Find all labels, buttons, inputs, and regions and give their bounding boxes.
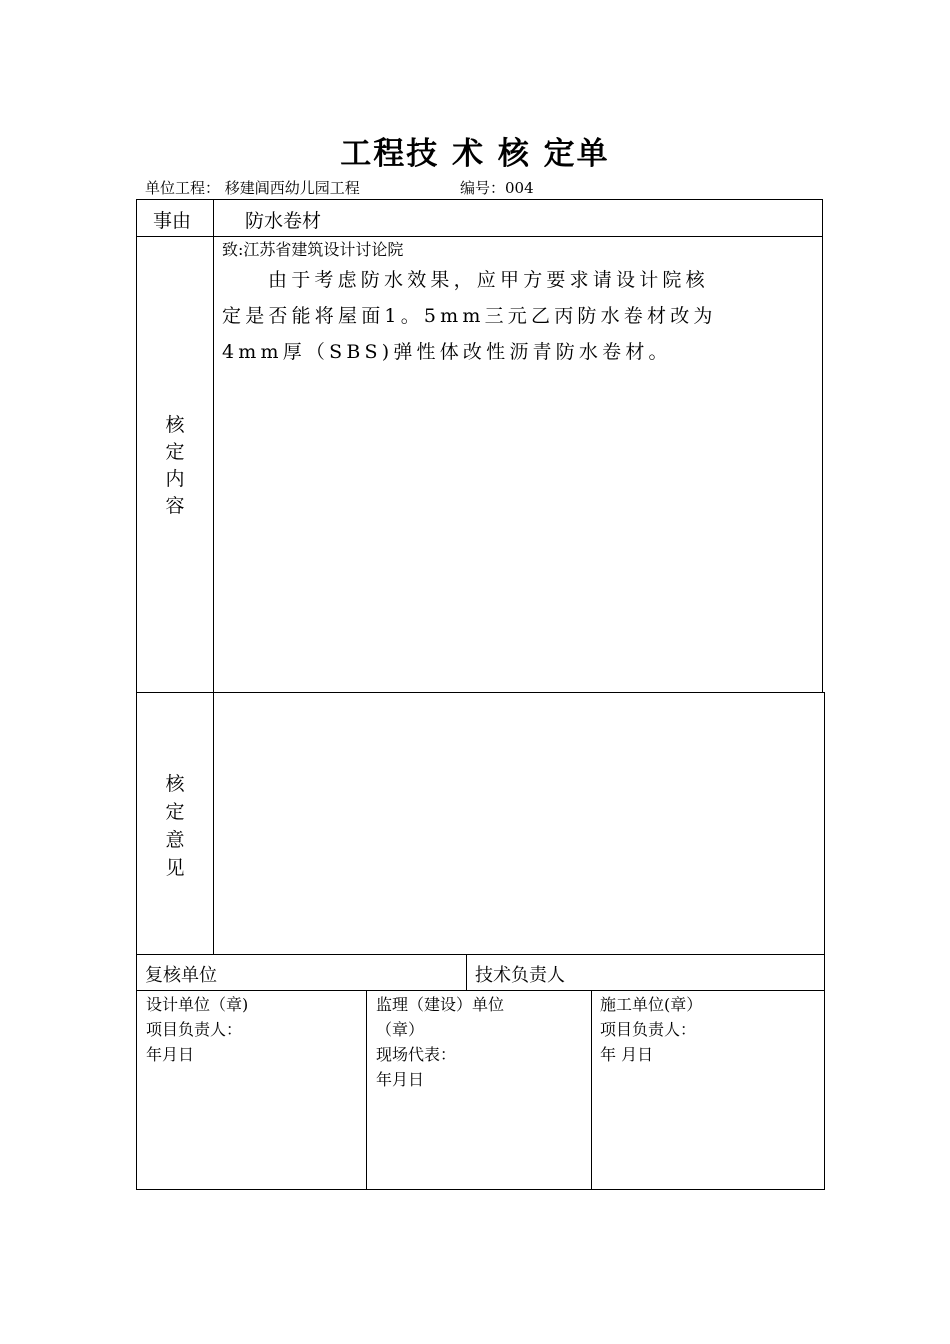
tech-lead-label: 技术负责人 bbox=[475, 965, 565, 986]
construction-unit-text: 施工单位(章） 项目负责人： 年 月日 bbox=[600, 995, 703, 1064]
content-line-1: 由于考虑防水效果，应甲方要求请设计院核 bbox=[268, 269, 709, 291]
content-line-3: 4mm厚（SBS)弹性体改性沥青防水卷材。 bbox=[222, 341, 672, 363]
content-line-2: 定是否能将屋面1。5mm三元乙丙防水卷材改为 bbox=[222, 305, 717, 327]
content-body bbox=[222, 262, 782, 370]
opinion-body-cell bbox=[213, 692, 825, 955]
design-unit-text: 设计单位（章) 项目负责人： 年月日 bbox=[146, 995, 249, 1064]
review-unit-label: 复核单位 bbox=[145, 965, 217, 986]
document-number: 编号：004 bbox=[460, 179, 534, 197]
supervision-unit-text: 监理（建设）单位 （章） 现场代表： 年月日 bbox=[376, 995, 505, 1089]
opinion-label: 核 定 意 见 bbox=[165, 773, 185, 879]
document-title: 工程技 术 核 定单 bbox=[340, 136, 610, 172]
subject-value: 防水卷材 bbox=[245, 210, 322, 232]
content-recipient: 致:江苏省建筑设计讨论院 bbox=[222, 240, 404, 259]
unit-project: 单位工程： 移建阊西幼儿园工程 bbox=[145, 179, 360, 197]
subject-label: 事由 bbox=[153, 210, 192, 232]
content-label: 核 定 内 容 bbox=[165, 414, 185, 517]
